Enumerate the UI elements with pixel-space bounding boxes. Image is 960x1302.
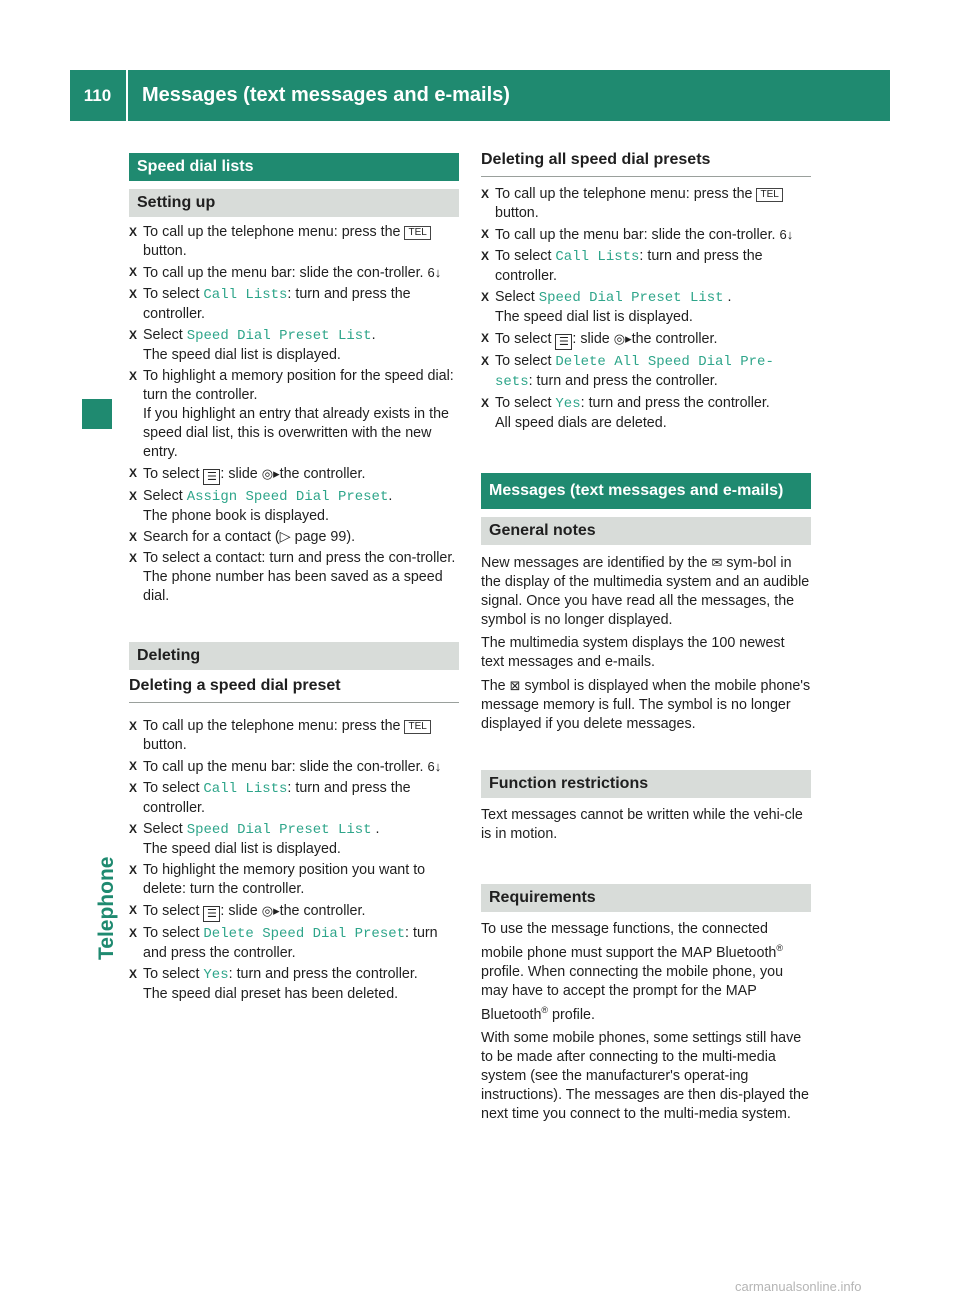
- menu-item-label: Call Lists: [555, 249, 640, 265]
- tel-key-icon: TEL: [404, 720, 430, 734]
- step-result: If you highlight an entry that already exists in the speed dial list, this is overwritten with the new entry.: [143, 406, 449, 460]
- step-item: [129, 717, 459, 755]
- step-item: [129, 528, 459, 547]
- controller-icon: ◎▸: [261, 903, 280, 918]
- req-p1-part-c: profile.: [552, 1007, 595, 1023]
- step-item: [129, 861, 459, 899]
- step-text: To select: [143, 780, 204, 796]
- step-item: [129, 285, 459, 324]
- step-text: Select: [143, 327, 187, 343]
- chapter-marker: [82, 399, 112, 429]
- step-text: .: [388, 488, 393, 504]
- tel-key-icon: TEL: [404, 226, 430, 240]
- setup-steps: [129, 223, 459, 606]
- step-item: [481, 247, 811, 286]
- step-text: To select: [495, 331, 556, 347]
- chapter-label: Telephone: [95, 856, 118, 960]
- step-text: : turn and press the controller.: [228, 966, 418, 982]
- step-text: the con-troller.: [684, 227, 780, 243]
- step-item: [129, 326, 459, 365]
- envelope-icon: ✉: [711, 555, 723, 570]
- step-item: [129, 779, 459, 818]
- step-text: : turn and press the controller.: [143, 925, 438, 961]
- general-p3-end: symbol is displayed when the mobile phone's message memory is full. The symbol is no longer displayed if you delete messages.: [481, 678, 811, 732]
- step-text: the con-troller.: [332, 759, 428, 775]
- step-item: [481, 288, 811, 327]
- general-p1-start: New messages are identified by the: [481, 555, 708, 571]
- step-result: The speed dial list is displayed.: [143, 841, 341, 857]
- step-text: : turn and press the controller.: [143, 780, 411, 816]
- step-text: button.: [495, 205, 539, 221]
- section-title-speed-dial: Speed dial lists: [129, 153, 459, 181]
- step-text: .: [371, 821, 380, 837]
- subsection-requirements: Requirements: [481, 884, 811, 912]
- step-text: the controller.: [279, 466, 366, 482]
- step-text: : slide: [220, 903, 262, 919]
- step-text: : turn and press the controller.: [528, 373, 718, 389]
- step-text: To call up the menu bar: slide: [143, 265, 333, 281]
- heading-delete-preset: Deleting a speed dial preset: [129, 676, 459, 703]
- side-tab: [70, 121, 128, 1301]
- controller-icon: 6↓: [427, 759, 442, 774]
- step-item: [129, 965, 459, 1004]
- step-result: The speed dial list is displayed.: [143, 347, 341, 363]
- step-item: [129, 487, 459, 526]
- step-text: To select: [495, 248, 556, 264]
- step-text: To select: [495, 353, 556, 369]
- menu-item-label: Yes: [203, 967, 229, 983]
- step-text: : turn and press the controller.: [580, 395, 770, 411]
- req-p1-part-a: To use the message functions, the connected mobile phone must support the MAP Bluetooth: [481, 921, 777, 961]
- menu-item-label: Delete All Speed Dial Pre-sets: [495, 354, 774, 390]
- step-text: To select: [143, 903, 204, 919]
- step-item: [129, 367, 459, 462]
- step-text: Select: [143, 821, 187, 837]
- step-text: To highlight the memory position you want to delete: turn the controller.: [143, 862, 426, 897]
- step-text: the controller.: [631, 331, 718, 347]
- page-title: Messages (text messages and e-mails): [142, 84, 510, 106]
- step-text: : slide: [220, 466, 262, 482]
- step-item: [481, 329, 811, 350]
- menu-item-label: Speed Dial Preset List: [186, 822, 372, 838]
- tel-key-icon: TEL: [756, 188, 782, 202]
- req-p1-part-b: profile. When connecting the mobile phone, you may have to accept the prompt for the MAP Bluetooth: [481, 964, 784, 1023]
- step-item: [481, 185, 811, 223]
- section-title-messages: Messages (text messages and e-mails): [481, 473, 811, 509]
- step-text: : slide: [572, 331, 614, 347]
- step-text: To select: [495, 395, 556, 411]
- step-text: the controller.: [279, 903, 366, 919]
- memory-full-icon: ⊠: [509, 678, 521, 693]
- menu-item-label: Speed Dial Preset List: [538, 290, 724, 306]
- step-text: button.: [143, 243, 187, 259]
- step-item: [481, 225, 811, 245]
- heading-delete-all: Deleting all speed dial presets: [481, 150, 811, 177]
- function-paragraph: Text messages cannot be written while the vehi-cle is in motion.: [481, 807, 803, 842]
- step-item: [129, 924, 459, 963]
- registered-mark: ®: [541, 1005, 549, 1015]
- controller-icon: ◎▸: [261, 466, 280, 481]
- step-text: To select a contact: turn and press the con-troller.: [143, 550, 456, 566]
- step-item: [129, 464, 459, 485]
- menu-item-label: Assign Speed Dial Preset: [186, 489, 389, 505]
- controller-icon: 6↓: [427, 265, 442, 280]
- menu-icon: ☰: [203, 906, 220, 922]
- general-paragraph-2: The multimedia system displays the 100 newest text messages and e-mails.: [481, 635, 785, 670]
- step-text: To select: [143, 925, 204, 941]
- step-text: : turn and press the controller.: [143, 286, 411, 322]
- step-item: [129, 223, 459, 261]
- menu-icon: ☰: [555, 334, 572, 350]
- requirements-paragraph-1: [481, 920, 811, 1025]
- delete-all-steps: [481, 185, 811, 433]
- step-result: The speed dial list is displayed.: [495, 309, 693, 325]
- menu-item-label: Yes: [555, 396, 581, 412]
- step-item: [129, 263, 459, 283]
- right-column: [481, 150, 811, 1128]
- step-result: All speed dials are deleted.: [495, 415, 667, 431]
- step-result: The phone book is displayed.: [143, 508, 329, 524]
- step-text: the con-troller.: [332, 265, 428, 281]
- step-item: [481, 394, 811, 433]
- menu-item-label: Delete Speed Dial Preset: [203, 926, 406, 942]
- page-header: [70, 70, 890, 121]
- step-text: Select: [143, 488, 187, 504]
- step-text: To call up the menu bar: slide: [495, 227, 685, 243]
- delete-steps: [129, 717, 459, 1004]
- registered-mark: ®: [776, 943, 784, 953]
- subsection-function-restrictions: Function restrictions: [481, 770, 811, 798]
- step-result: The speed dial preset has been deleted.: [143, 986, 399, 1002]
- page-number: 110: [83, 86, 112, 105]
- step-text: To call up the telephone menu: press the: [143, 224, 405, 240]
- step-text: To call up the menu bar: slide: [143, 759, 333, 775]
- step-result: The phone number has been saved as a speed dial.: [143, 569, 443, 604]
- step-text: To call up the telephone menu: press the: [143, 718, 405, 734]
- controller-icon: ◎▸: [613, 331, 632, 346]
- watermark: carmanualsonline.info: [735, 1279, 862, 1294]
- step-text: To select: [143, 286, 204, 302]
- step-text: button.: [143, 737, 187, 753]
- requirements-paragraph-2: With some mobile phones, some settings still have to be made after connecting to the multi-media system (see the manufacturer's operat-ing instructions). The messages are then dis-played the next time you connect to the multi-media system.: [481, 1030, 809, 1122]
- left-column: [129, 153, 459, 1006]
- step-item: [129, 549, 459, 606]
- subsection-deleting: Deleting: [129, 642, 459, 670]
- step-text: To select: [143, 466, 204, 482]
- general-p1-end: sym-bol in the display of the multimedia system and an audible signal. Once you have read all the messages, the symbol is no longer displayed.: [481, 555, 810, 628]
- subsection-general-notes: General notes: [481, 517, 811, 545]
- general-paragraph-3: [481, 676, 811, 734]
- step-text: .: [371, 327, 376, 343]
- general-p3-start: The: [481, 678, 506, 694]
- step-item: [129, 820, 459, 859]
- menu-item-label: Call Lists: [203, 287, 288, 303]
- step-text: : turn and press the controller.: [495, 248, 763, 284]
- step-item: [481, 352, 811, 392]
- step-item: [129, 757, 459, 777]
- step-text: Select: [495, 289, 539, 305]
- step-item: [129, 901, 459, 922]
- menu-icon: ☰: [203, 469, 220, 485]
- step-text: To call up the telephone menu: press the: [495, 186, 757, 202]
- step-text: Search for a contact (▷ page 99).: [143, 529, 356, 545]
- subsection-setting-up: Setting up: [129, 189, 459, 217]
- menu-item-label: Call Lists: [203, 781, 288, 797]
- step-text: .: [723, 289, 732, 305]
- general-paragraph-1: [481, 553, 811, 630]
- menu-item-label: Speed Dial Preset List: [186, 328, 372, 344]
- header-divider: [126, 70, 128, 121]
- step-text: To select: [143, 966, 204, 982]
- step-text: To highlight a memory position for the speed dial: turn the controller.: [143, 368, 454, 403]
- controller-icon: 6↓: [779, 227, 794, 242]
